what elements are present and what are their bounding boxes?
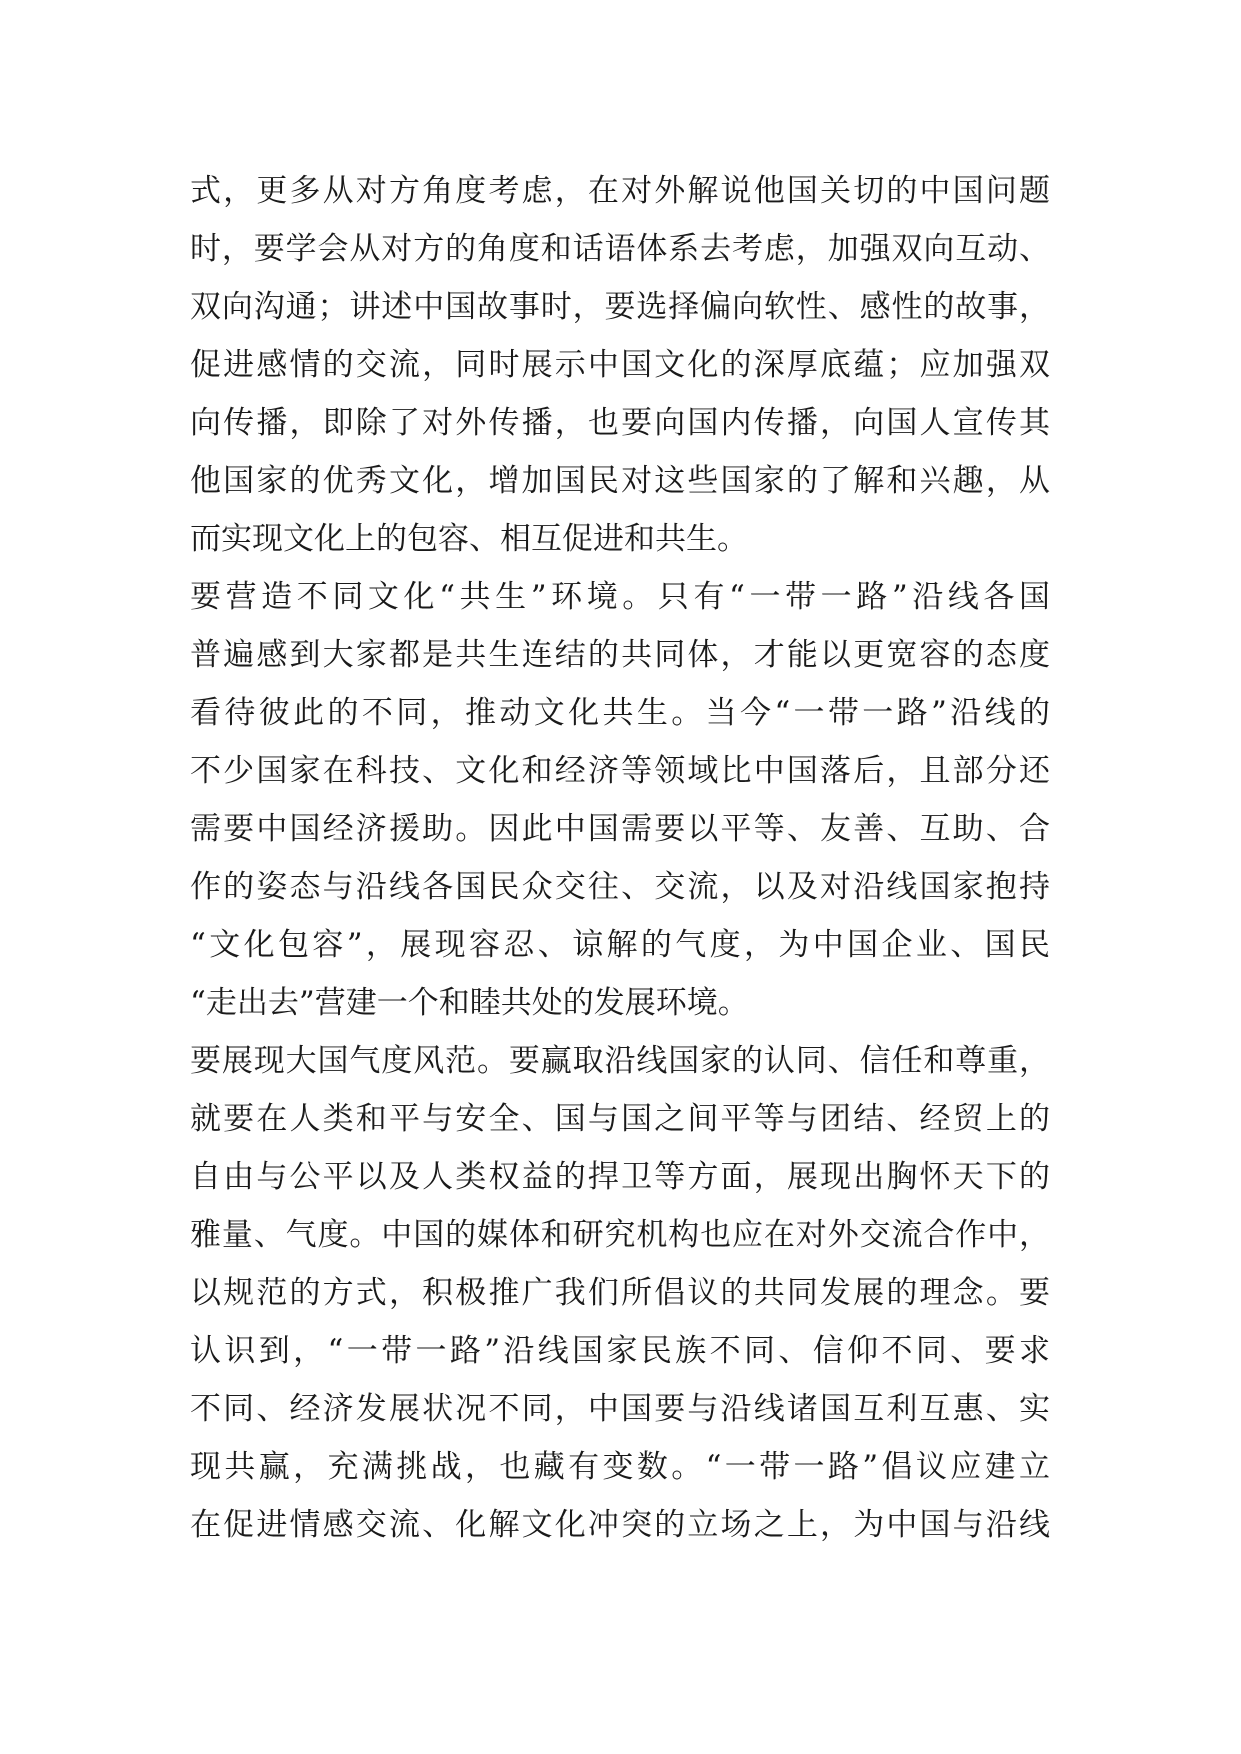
text-line: 要展现大国气度风范。要赢取沿线国家的认同、信任和尊重， [190,1043,1050,1079]
text-line: 促进感情的交流，同时展示中国文化的深厚底蕴；应加强双 [190,347,1050,383]
text-line: 现共赢，充满挑战，也藏有变数。“一带一路”倡议应建立 [190,1449,1050,1485]
text-line: “文化包容”，展现容忍、谅解的气度，为中国企业、国民 [190,927,1050,963]
text-line: 雅量、气度。中国的媒体和研究机构也应在对外交流合作中， [190,1217,1050,1253]
text-line: 看待彼此的不同，推动文化共生。当今“一带一路”沿线的 [190,695,1050,731]
text-line: 双向沟通；讲述中国故事时，要选择偏向软性、感性的故事， [190,289,1050,325]
text-line: 认识到，“一带一路”沿线国家民族不同、信仰不同、要求 [190,1333,1050,1369]
text-line: “走出去”营建一个和睦共处的发展环境。 [190,985,749,1021]
text-line: 时，要学会从对方的角度和话语体系去考虑，加强双向互动、 [190,231,1050,267]
text-line: 普遍感到大家都是共生连结的共同体，才能以更宽容的态度 [190,637,1050,673]
text-line: 式，更多从对方角度考虑，在对外解说他国关切的中国问题 [190,173,1050,209]
text-line: 作的姿态与沿线各国民众交往、交流，以及对沿线国家抱持 [190,869,1050,905]
text-line: 而实现文化上的包容、相互促进和共生。 [190,521,748,557]
text-line: 不同、经济发展状况不同，中国要与沿线诸国互利互惠、实 [190,1391,1050,1427]
text-line: 他国家的优秀文化，增加国民对这些国家的了解和兴趣，从 [190,463,1050,499]
text-line: 不少国家在科技、文化和经济等领域比中国落后，且部分还 [190,753,1050,789]
text-line: 在促进情感交流、化解文化冲突的立场之上，为中国与沿线 [190,1507,1050,1543]
body-text [190,162,1050,1554]
text-line: 要营造不同文化“共生”环境。只有“一带一路”沿线各国 [190,579,1050,615]
text-line: 需要中国经济援助。因此中国需要以平等、友善、互助、合 [190,811,1050,847]
text-line: 自由与公平以及人类权益的捍卫等方面，展现出胸怀天下的 [190,1159,1050,1195]
text-line: 以规范的方式，积极推广我们所倡议的共同发展的理念。要 [190,1275,1050,1311]
text-line: 就要在人类和平与安全、国与国之间平等与团结、经贸上的 [190,1101,1050,1137]
text-line: 向传播，即除了对外传播，也要向国内传播，向国人宣传其 [190,405,1050,441]
